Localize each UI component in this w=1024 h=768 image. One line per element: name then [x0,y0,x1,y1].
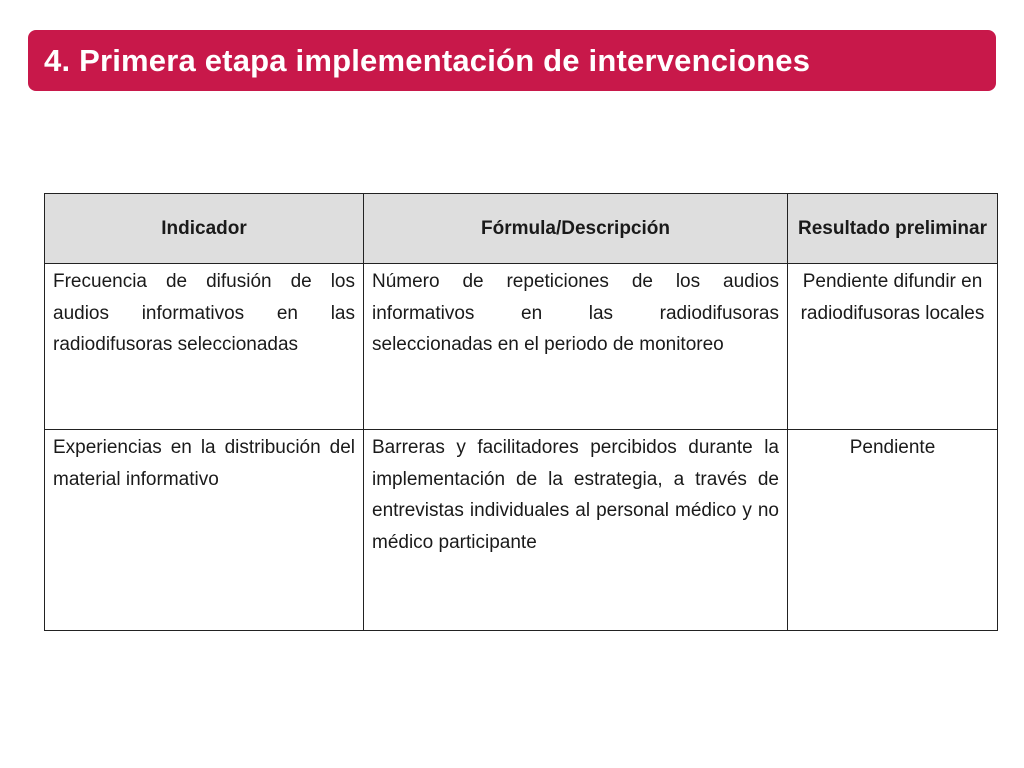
cell-indicator: Experiencias en la distribución del material informativo [45,430,364,631]
slide-title: 4. Primera etapa implementación de intervenciones [44,42,811,78]
table-row [45,264,998,430]
cell-formula: Número de repeticiones de los audios informativos en las radiodifusoras seleccionadas en el periodo de monitoreo [364,264,788,430]
table-header-row [45,194,998,264]
cell-indicator: Frecuencia de difusión de los audios informativos en las radiodifusoras seleccionadas [45,264,364,430]
header-indicator: Indicador [45,194,364,264]
header-result: Resultado preliminar [788,194,998,264]
title-bar [28,30,996,91]
cell-formula: Barreras y facilitadores percibidos durante la implementación de la estrategia, a través de entrevistas individuales al personal médico y no médico participante [364,430,788,631]
cell-result: Pendiente [788,430,998,631]
cell-result: Pendiente difundir en radiodifusoras locales [788,264,998,430]
indicators-table [44,193,998,631]
header-formula: Fórmula/Descripción [364,194,788,264]
table-row [45,430,998,631]
